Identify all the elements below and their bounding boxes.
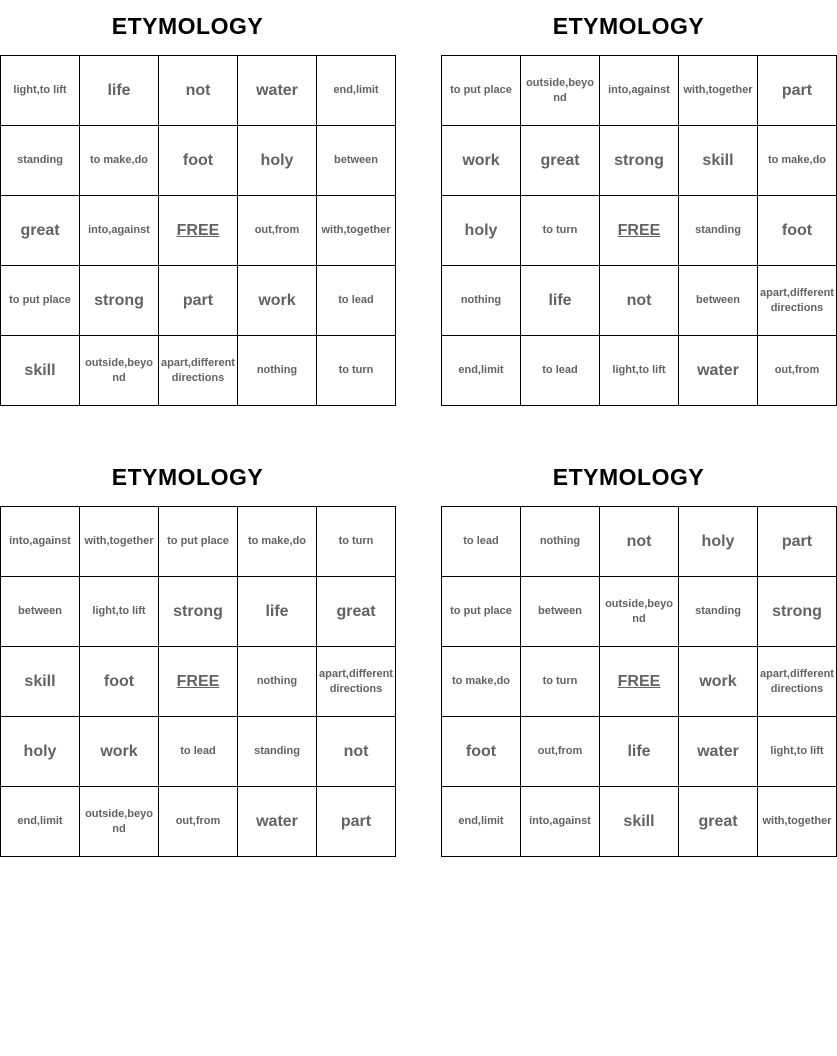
bingo-cell: light,to lift (80, 577, 159, 647)
bingo-cell: water (238, 787, 317, 857)
bingo-cell: water (679, 717, 758, 787)
bingo-grid (0, 506, 396, 857)
bingo-cell: to put place (442, 577, 521, 647)
grid-row (442, 266, 837, 336)
bingo-cell: out,from (521, 717, 600, 787)
bingo-cell: work (679, 647, 758, 717)
bingo-cell: nothing (521, 507, 600, 577)
grid-row (1, 647, 396, 717)
bingo-cell: to make,do (442, 647, 521, 717)
bingo-cell: between (1, 577, 80, 647)
bingo-cell: outside,beyond (600, 577, 679, 647)
card-title: ETYMOLOGY (111, 464, 264, 490)
grid-row (442, 717, 837, 787)
free-space-cell: FREE (159, 196, 238, 266)
bingo-cell: out,from (758, 336, 837, 406)
bingo-cell: apart,different directions (758, 647, 837, 717)
bingo-cell: with,together (317, 196, 396, 266)
bingo-cell: skill (600, 787, 679, 857)
bingo-cell: great (317, 577, 396, 647)
grid-row (1, 577, 396, 647)
bingo-cell: outside,beyond (521, 56, 600, 126)
bingo-cell: standing (679, 577, 758, 647)
bingo-cell: life (80, 56, 159, 126)
bingo-cell: skill (1, 647, 80, 717)
bingo-cell: strong (159, 577, 238, 647)
bingo-grid (441, 55, 837, 406)
free-space-cell: FREE (600, 196, 679, 266)
bingo-cell: part (317, 787, 396, 857)
bingo-cell: life (600, 717, 679, 787)
bingo-cell: standing (679, 196, 758, 266)
bingo-cell: great (521, 126, 600, 196)
grid-row (1, 336, 396, 406)
bingo-cell: foot (80, 647, 159, 717)
bingo-cell: to put place (159, 507, 238, 577)
card-title: ETYMOLOGY (552, 464, 705, 490)
bingo-cell: foot (159, 126, 238, 196)
bingo-cell: light,to lift (1, 56, 80, 126)
bingo-cell: great (1, 196, 80, 266)
bingo-cell: nothing (238, 647, 317, 717)
bingo-cell: outside,beyond (80, 336, 159, 406)
bingo-cell: standing (1, 126, 80, 196)
bingo-cell: holy (442, 196, 521, 266)
bingo-cell: light,to lift (758, 717, 837, 787)
bingo-cell: out,from (159, 787, 238, 857)
grid-row (1, 266, 396, 336)
free-space-cell: FREE (600, 647, 679, 717)
grid-row (442, 507, 837, 577)
bingo-cell: to lead (521, 336, 600, 406)
bingo-cell: standing (238, 717, 317, 787)
bingo-cell: with,together (758, 787, 837, 857)
bingo-cell: end,limit (442, 787, 521, 857)
bingo-cell: not (159, 56, 238, 126)
bingo-cell: end,limit (1, 787, 80, 857)
bingo-cell: to put place (442, 56, 521, 126)
grid-row (1, 196, 396, 266)
free-space-cell: FREE (159, 647, 238, 717)
bingo-cell: into,against (600, 56, 679, 126)
grid-row (442, 196, 837, 266)
grid-row (442, 336, 837, 406)
bingo-cell: life (521, 266, 600, 336)
bingo-cell: to make,do (80, 126, 159, 196)
bingo-cell: to lead (317, 266, 396, 336)
bingo-cell: into,against (1, 507, 80, 577)
bingo-cell: to make,do (238, 507, 317, 577)
bingo-cell: skill (1, 336, 80, 406)
bingo-cell: foot (758, 196, 837, 266)
bingo-cell: to turn (521, 647, 600, 717)
bingo-cell: work (442, 126, 521, 196)
bingo-cell: apart,different directions (159, 336, 238, 406)
card-title: ETYMOLOGY (552, 13, 705, 39)
bingo-cell: strong (80, 266, 159, 336)
bingo-cell: to lead (159, 717, 238, 787)
grid-row (442, 56, 837, 126)
bingo-cell: part (758, 507, 837, 577)
bingo-cell: light,to lift (600, 336, 679, 406)
bingo-cell: not (600, 266, 679, 336)
bingo-cell: work (80, 717, 159, 787)
bingo-grid (441, 506, 837, 857)
bingo-cell: holy (1, 717, 80, 787)
grid-row (442, 647, 837, 717)
bingo-cell: apart,different directions (317, 647, 396, 717)
bingo-cell: with,together (679, 56, 758, 126)
bingo-cell: strong (758, 577, 837, 647)
bingo-cell: holy (238, 126, 317, 196)
bingo-cell: not (317, 717, 396, 787)
bingo-cell: strong (600, 126, 679, 196)
grid-row (442, 787, 837, 857)
grid-row (1, 717, 396, 787)
card-title: ETYMOLOGY (111, 13, 264, 39)
bingo-cell: between (521, 577, 600, 647)
bingo-cell: to put place (1, 266, 80, 336)
bingo-cell: apart,different directions (758, 266, 837, 336)
bingo-cell: to turn (317, 507, 396, 577)
bingo-cell: to make,do (758, 126, 837, 196)
bingo-cell: into,against (521, 787, 600, 857)
bingo-cell: life (238, 577, 317, 647)
bingo-cell: nothing (442, 266, 521, 336)
grid-row (442, 577, 837, 647)
bingo-cell: end,limit (442, 336, 521, 406)
bingo-cell: between (679, 266, 758, 336)
bingo-cell: into,against (80, 196, 159, 266)
bingo-cell: water (238, 56, 317, 126)
bingo-cell: not (600, 507, 679, 577)
bingo-cell: to turn (521, 196, 600, 266)
bingo-cell: great (679, 787, 758, 857)
bingo-cell: foot (442, 717, 521, 787)
bingo-cell: to lead (442, 507, 521, 577)
bingo-cell: holy (679, 507, 758, 577)
bingo-cell: end,limit (317, 56, 396, 126)
bingo-cell: between (317, 126, 396, 196)
grid-row (1, 56, 396, 126)
bingo-cell: skill (679, 126, 758, 196)
bingo-cell: outside,beyond (80, 787, 159, 857)
bingo-cell: work (238, 266, 317, 336)
grid-row (1, 126, 396, 196)
bingo-cell: with,together (80, 507, 159, 577)
grid-row (1, 507, 396, 577)
bingo-cell: part (758, 56, 837, 126)
bingo-grid (0, 55, 396, 406)
grid-row (442, 126, 837, 196)
bingo-cell: water (679, 336, 758, 406)
bingo-cell: out,from (238, 196, 317, 266)
bingo-cell: to turn (317, 336, 396, 406)
bingo-cell: nothing (238, 336, 317, 406)
grid-row (1, 787, 396, 857)
bingo-cell: part (159, 266, 238, 336)
